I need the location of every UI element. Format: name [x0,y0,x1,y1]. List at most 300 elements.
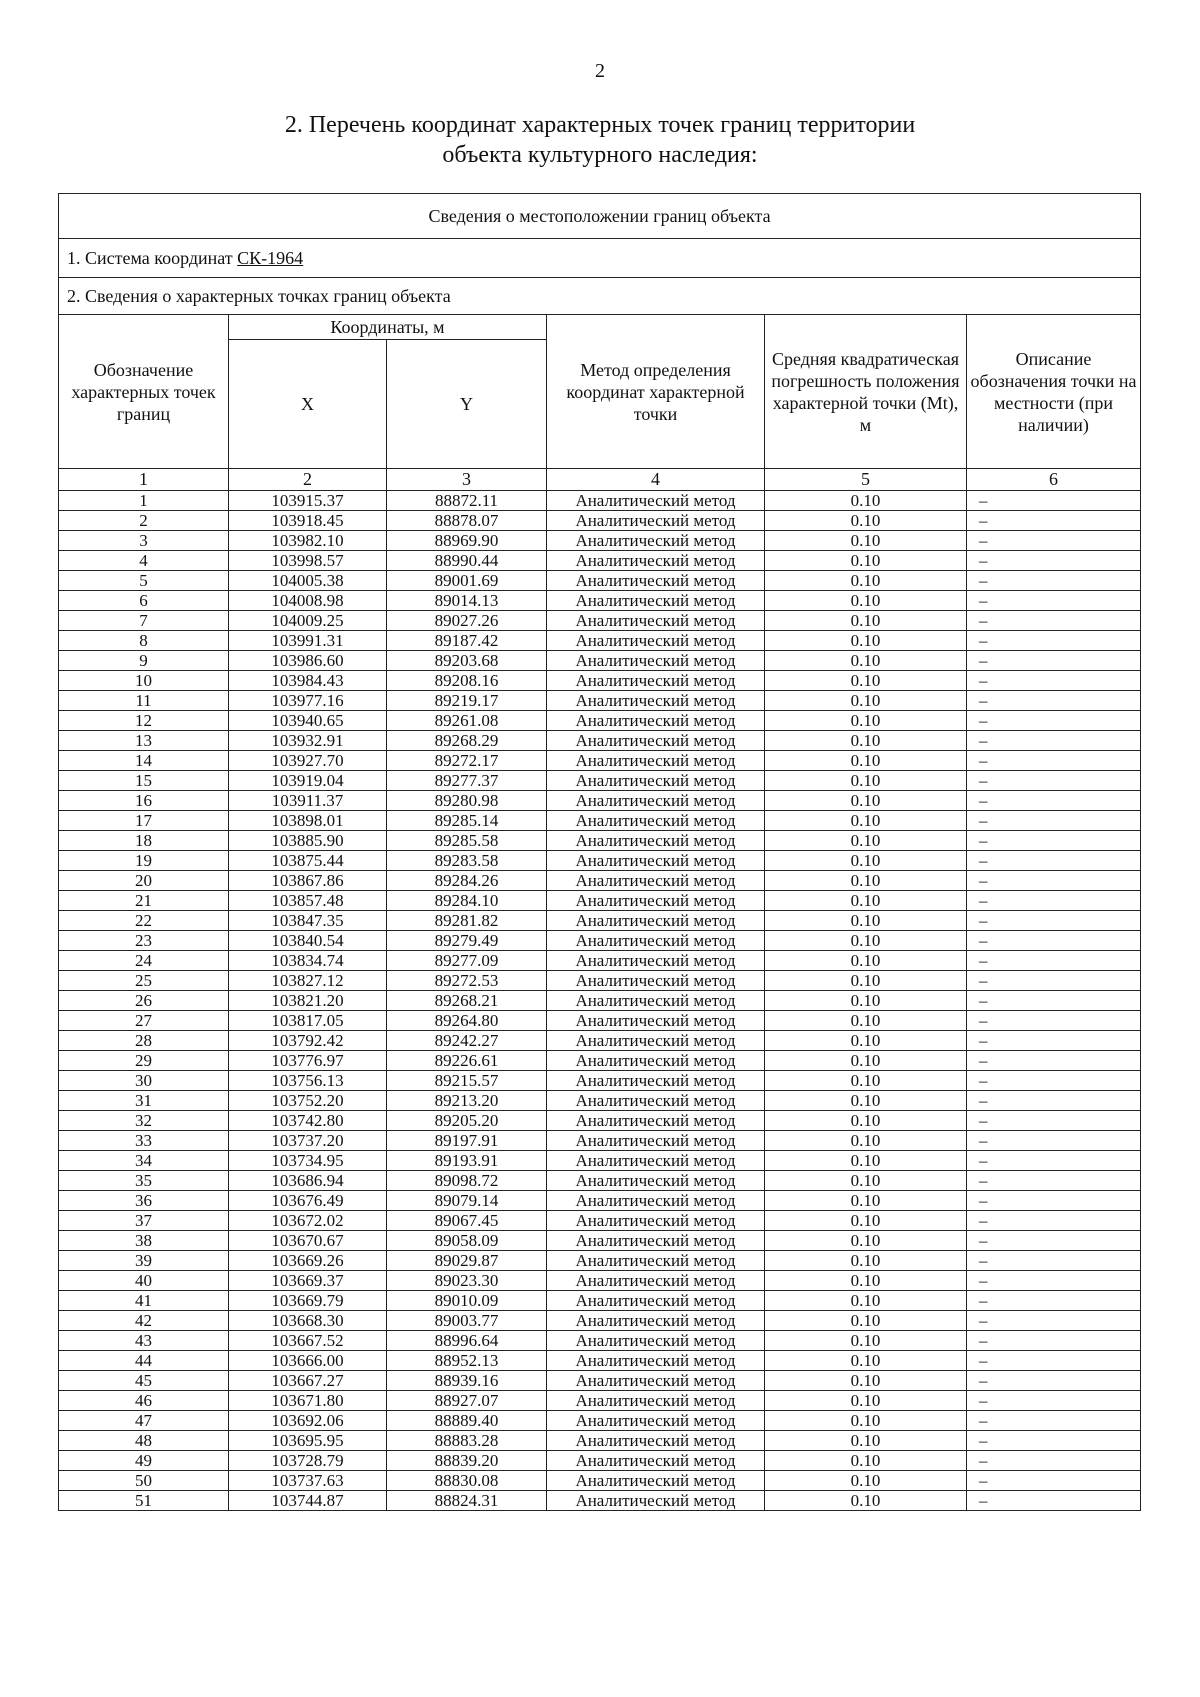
point-number: 26 [59,991,229,1011]
description: – [967,1351,1141,1371]
point-number: 10 [59,671,229,691]
y-coordinate: 89284.10 [387,891,547,911]
error-value: 0.10 [765,651,967,671]
table-row [59,951,1141,971]
x-coordinate: 103676.49 [229,1191,387,1211]
method: Аналитический метод [547,511,765,531]
error-value: 0.10 [765,771,967,791]
point-number: 16 [59,791,229,811]
y-coordinate: 88969.90 [387,531,547,551]
method: Аналитический метод [547,1171,765,1191]
table-row [59,751,1141,771]
point-number: 31 [59,1091,229,1111]
error-value: 0.10 [765,1331,967,1351]
error-value: 0.10 [765,731,967,751]
error-value: 0.10 [765,691,967,711]
y-coordinate: 89264.80 [387,1011,547,1031]
y-coordinate: 89280.98 [387,791,547,811]
table-row [59,1171,1141,1191]
table-row [59,671,1141,691]
table-row [59,831,1141,851]
x-coordinate: 103817.05 [229,1011,387,1031]
method: Аналитический метод [547,571,765,591]
table-row [59,1351,1141,1371]
x-coordinate: 103737.63 [229,1471,387,1491]
error-value: 0.10 [765,951,967,971]
point-number: 9 [59,651,229,671]
point-number: 12 [59,711,229,731]
table-row [59,871,1141,891]
table-row [59,1071,1141,1091]
x-coordinate: 103756.13 [229,1071,387,1091]
point-number: 44 [59,1351,229,1371]
method: Аналитический метод [547,1111,765,1131]
table-row [59,571,1141,591]
error-value: 0.10 [765,551,967,571]
description: – [967,1051,1141,1071]
table-row [59,971,1141,991]
description: – [967,671,1141,691]
error-value: 0.10 [765,1491,967,1511]
column-number: 1 [59,469,229,491]
x-coordinate: 104008.98 [229,591,387,611]
table-row [59,551,1141,571]
method: Аналитический метод [547,1151,765,1171]
table-row [59,491,1141,511]
point-number: 43 [59,1331,229,1351]
error-value: 0.10 [765,1391,967,1411]
y-coordinate: 89272.17 [387,751,547,771]
x-coordinate: 103669.79 [229,1291,387,1311]
y-coordinate: 88883.28 [387,1431,547,1451]
method: Аналитический метод [547,871,765,891]
table-row [59,1211,1141,1231]
coord-system-row [59,239,1141,278]
point-number: 2 [59,511,229,531]
point-number: 14 [59,751,229,771]
error-value: 0.10 [765,1291,967,1311]
table-row [59,711,1141,731]
table-row [59,931,1141,951]
x-coordinate: 103927.70 [229,751,387,771]
table-row [59,1451,1141,1471]
point-number: 47 [59,1411,229,1431]
table-row [59,1291,1141,1311]
y-coordinate: 89029.87 [387,1251,547,1271]
coordinates-table [58,193,1141,1511]
method: Аналитический метод [547,631,765,651]
point-number: 1 [59,491,229,511]
description: – [967,1451,1141,1471]
x-coordinate: 103686.94 [229,1171,387,1191]
description: – [967,771,1141,791]
description: – [967,751,1141,771]
error-value: 0.10 [765,1431,967,1451]
col-y-header: Y [387,340,547,469]
x-coordinate: 103982.10 [229,531,387,551]
description: – [967,1491,1141,1511]
col-coordinates-header: Координаты, м [229,315,547,340]
method: Аналитический метод [547,731,765,751]
error-value: 0.10 [765,1091,967,1111]
point-number: 3 [59,531,229,551]
method: Аналитический метод [547,1051,765,1071]
y-coordinate: 89197.91 [387,1131,547,1151]
point-number: 5 [59,571,229,591]
description: – [967,1011,1141,1031]
method: Аналитический метод [547,551,765,571]
table-row [59,1331,1141,1351]
method: Аналитический метод [547,1191,765,1211]
y-coordinate: 88927.07 [387,1391,547,1411]
method: Аналитический метод [547,1071,765,1091]
y-coordinate: 88878.07 [387,511,547,531]
description: – [967,1251,1141,1271]
description: – [967,591,1141,611]
x-coordinate: 103847.35 [229,911,387,931]
description: – [967,1131,1141,1151]
section-header: Сведения о местоположении границ объекта [59,194,1141,239]
description: – [967,1211,1141,1231]
column-number: 5 [765,469,967,491]
description: – [967,531,1141,551]
x-coordinate: 103986.60 [229,651,387,671]
method: Аналитический метод [547,1211,765,1231]
description: – [967,1071,1141,1091]
point-number: 32 [59,1111,229,1131]
description: – [967,511,1141,531]
x-coordinate: 103821.20 [229,991,387,1011]
x-coordinate: 103898.01 [229,811,387,831]
coord-system-label: 1. Система координат [67,247,233,268]
title-line-2: объекта культурного наследия: [442,142,758,168]
page-number: 2 [595,60,605,82]
error-value: 0.10 [765,931,967,951]
table-row [59,651,1141,671]
x-coordinate: 103915.37 [229,491,387,511]
x-coordinate: 103728.79 [229,1451,387,1471]
x-coordinate: 103867.86 [229,871,387,891]
method: Аналитический метод [547,791,765,811]
description: – [967,1431,1141,1451]
point-number: 4 [59,551,229,571]
method: Аналитический метод [547,531,765,551]
method: Аналитический метод [547,1271,765,1291]
method: Аналитический метод [547,1411,765,1431]
description: – [967,911,1141,931]
table-row [59,1031,1141,1051]
table-row [59,1251,1141,1271]
table-row [59,691,1141,711]
description: – [967,631,1141,651]
col-description-header: Описание обозначения точки на местности (при наличии) [967,315,1141,469]
description: – [967,1151,1141,1171]
y-coordinate: 88839.20 [387,1451,547,1471]
table-row [59,1011,1141,1031]
error-value: 0.10 [765,1231,967,1251]
table-row [59,771,1141,791]
error-value: 0.10 [765,631,967,651]
error-value: 0.10 [765,1151,967,1171]
method: Аналитический метод [547,911,765,931]
col-error-header: Средняя квадратическая погрешность положения характерной точки (Mt), м [765,315,967,469]
error-value: 0.10 [765,991,967,1011]
coord-system-cell [59,239,1141,278]
description: – [967,1231,1141,1251]
point-number: 7 [59,611,229,631]
x-coordinate: 103666.00 [229,1351,387,1371]
point-number: 6 [59,591,229,611]
x-coordinate: 103984.43 [229,671,387,691]
error-value: 0.10 [765,1051,967,1071]
y-coordinate: 88996.64 [387,1331,547,1351]
description: – [967,971,1141,991]
error-value: 0.10 [765,971,967,991]
error-value: 0.10 [765,591,967,611]
table-row [59,811,1141,831]
y-coordinate: 89098.72 [387,1171,547,1191]
error-value: 0.10 [765,1471,967,1491]
point-number: 24 [59,951,229,971]
method: Аналитический метод [547,1031,765,1051]
error-value: 0.10 [765,891,967,911]
table-row [59,1271,1141,1291]
y-coordinate: 89027.26 [387,611,547,631]
y-coordinate: 89283.58 [387,851,547,871]
description: – [967,1471,1141,1491]
table-row [59,991,1141,1011]
y-coordinate: 89215.57 [387,1071,547,1091]
y-coordinate: 88990.44 [387,551,547,571]
method: Аналитический метод [547,1351,765,1371]
y-coordinate: 89272.53 [387,971,547,991]
y-coordinate: 89277.09 [387,951,547,971]
column-number: 3 [387,469,547,491]
error-value: 0.10 [765,1111,967,1131]
point-number: 37 [59,1211,229,1231]
method: Аналитический метод [547,1391,765,1411]
error-value: 0.10 [765,531,967,551]
x-coordinate: 103840.54 [229,931,387,951]
method: Аналитический метод [547,1331,765,1351]
y-coordinate: 89193.91 [387,1151,547,1171]
method: Аналитический метод [547,851,765,871]
point-number: 17 [59,811,229,831]
point-number: 11 [59,691,229,711]
error-value: 0.10 [765,611,967,631]
error-value: 0.10 [765,1171,967,1191]
x-coordinate: 103918.45 [229,511,387,531]
point-number: 39 [59,1251,229,1271]
error-value: 0.10 [765,1351,967,1371]
description: – [967,831,1141,851]
point-number: 38 [59,1231,229,1251]
method: Аналитический метод [547,611,765,631]
description: – [967,791,1141,811]
y-coordinate: 89261.08 [387,711,547,731]
method: Аналитический метод [547,671,765,691]
point-number: 41 [59,1291,229,1311]
point-number: 49 [59,1451,229,1471]
table-row [59,1431,1141,1451]
point-number: 50 [59,1471,229,1491]
y-coordinate: 89226.61 [387,1051,547,1071]
col-method-header: Метод определения координат характерной точки [547,315,765,469]
y-coordinate: 88939.16 [387,1371,547,1391]
error-value: 0.10 [765,1211,967,1231]
point-number: 28 [59,1031,229,1051]
description: – [967,651,1141,671]
y-coordinate: 89281.82 [387,911,547,931]
y-coordinate: 89284.26 [387,871,547,891]
description: – [967,851,1141,871]
table-row [59,611,1141,631]
table-row [59,1411,1141,1431]
y-coordinate: 89014.13 [387,591,547,611]
x-coordinate: 103672.02 [229,1211,387,1231]
x-coordinate: 103875.44 [229,851,387,871]
description: – [967,1271,1141,1291]
description: – [967,1091,1141,1111]
error-value: 0.10 [765,571,967,591]
y-coordinate: 89285.58 [387,831,547,851]
point-number: 36 [59,1191,229,1211]
table-row [59,1371,1141,1391]
title-line-1: 2. Перечень координат характерных точек границ территории [284,112,916,138]
table-row [59,1051,1141,1071]
table-row [59,791,1141,811]
x-coordinate: 103695.95 [229,1431,387,1451]
point-number: 20 [59,871,229,891]
x-coordinate: 103885.90 [229,831,387,851]
x-coordinate: 104005.38 [229,571,387,591]
coord-system-value: СК-1964 [237,247,304,268]
x-coordinate: 103734.95 [229,1151,387,1171]
point-number: 51 [59,1491,229,1511]
table-row [59,1471,1141,1491]
method: Аналитический метод [547,1251,765,1271]
point-number: 48 [59,1431,229,1451]
error-value: 0.10 [765,1251,967,1271]
method: Аналитический метод [547,751,765,771]
y-coordinate: 89203.68 [387,651,547,671]
y-coordinate: 89205.20 [387,1111,547,1131]
point-number: 42 [59,1311,229,1331]
table-row [59,1191,1141,1211]
point-number: 25 [59,971,229,991]
y-coordinate: 89079.14 [387,1191,547,1211]
description: – [967,1411,1141,1431]
description: – [967,871,1141,891]
x-coordinate: 103667.52 [229,1331,387,1351]
column-number: 6 [967,469,1141,491]
x-coordinate: 104009.25 [229,611,387,631]
point-number: 15 [59,771,229,791]
y-coordinate: 89285.14 [387,811,547,831]
method: Аналитический метод [547,771,765,791]
method: Аналитический метод [547,811,765,831]
point-number: 27 [59,1011,229,1031]
x-coordinate: 103667.27 [229,1371,387,1391]
method: Аналитический метод [547,1231,765,1251]
description: – [967,1311,1141,1331]
description: – [967,611,1141,631]
point-number: 34 [59,1151,229,1171]
col-x-header: X [229,340,387,469]
x-coordinate: 103998.57 [229,551,387,571]
error-value: 0.10 [765,511,967,531]
table-row [59,631,1141,651]
point-number: 19 [59,851,229,871]
y-coordinate: 89208.16 [387,671,547,691]
table-row [59,1491,1141,1511]
points-header: 2. Сведения о характерных точках границ объекта [59,278,1141,315]
column-numbers-row [59,469,1141,491]
method: Аналитический метод [547,1011,765,1031]
description: – [967,1291,1141,1311]
y-coordinate: 89187.42 [387,631,547,651]
error-value: 0.10 [765,1311,967,1331]
error-value: 0.10 [765,1071,967,1091]
point-number: 8 [59,631,229,651]
point-number: 45 [59,1371,229,1391]
table-row [59,511,1141,531]
x-coordinate: 103737.20 [229,1131,387,1151]
error-value: 0.10 [765,1451,967,1471]
points-header-row [59,278,1141,315]
method: Аналитический метод [547,1311,765,1331]
error-value: 0.10 [765,671,967,691]
y-coordinate: 89268.21 [387,991,547,1011]
x-coordinate: 103669.26 [229,1251,387,1271]
description: – [967,931,1141,951]
x-coordinate: 103792.42 [229,1031,387,1051]
method: Аналитический метод [547,931,765,951]
method: Аналитический метод [547,1131,765,1151]
table-row [59,891,1141,911]
y-coordinate: 89067.45 [387,1211,547,1231]
y-coordinate: 88872.11 [387,491,547,511]
error-value: 0.10 [765,811,967,831]
method: Аналитический метод [547,951,765,971]
description: – [967,551,1141,571]
error-value: 0.10 [765,1411,967,1431]
method: Аналитический метод [547,691,765,711]
description: – [967,1111,1141,1131]
x-coordinate: 103668.30 [229,1311,387,1331]
table-row [59,911,1141,931]
y-coordinate: 89242.27 [387,1031,547,1051]
method: Аналитический метод [547,711,765,731]
method: Аналитический метод [547,1291,765,1311]
error-value: 0.10 [765,1371,967,1391]
x-coordinate: 103940.65 [229,711,387,731]
method: Аналитический метод [547,1491,765,1511]
method: Аналитический метод [547,591,765,611]
description: – [967,1031,1141,1051]
x-coordinate: 103671.80 [229,1391,387,1411]
error-value: 0.10 [765,831,967,851]
description: – [967,1371,1141,1391]
x-coordinate: 103776.97 [229,1051,387,1071]
method: Аналитический метод [547,831,765,851]
point-number: 23 [59,931,229,951]
table-row [59,851,1141,871]
error-value: 0.10 [765,1271,967,1291]
description: – [967,991,1141,1011]
method: Аналитический метод [547,1091,765,1111]
x-coordinate: 103692.06 [229,1411,387,1431]
